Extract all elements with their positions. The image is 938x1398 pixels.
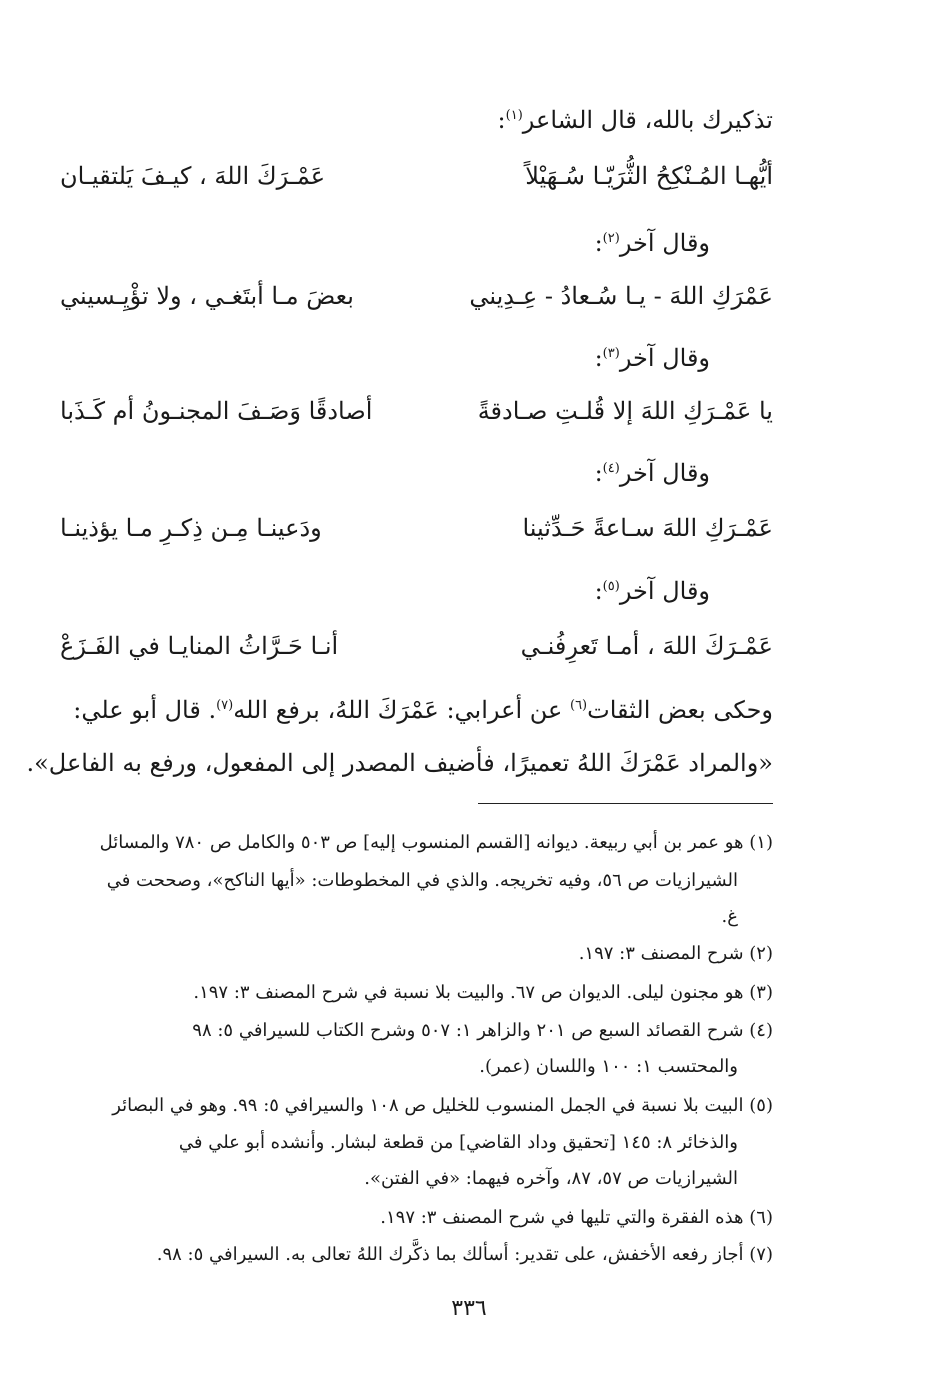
verse-3-second-hemistich: أصادقًا وَصَـفَ المجنـونُ أم كَـذَبا [60, 397, 373, 425]
footnote-separator [478, 803, 773, 804]
verse-2-first-hemistich: عَمْرَكِ اللهَ - يـا سُـعادُ - عِـدِيني [469, 282, 773, 310]
said-line-3 [595, 340, 710, 376]
paragraph-line-1 [62, 692, 773, 728]
said-text: وقال آخر [619, 459, 710, 487]
footnote-1-line-1: (١) هو عمر بن أبي ربيعة. ديوانه [القسم المنسوب إليه] ص ٥٠٣ والكامل ص ٧٨٠ والمسائل [99, 832, 773, 853]
verse-4-first-hemistich: عَمْـرَكِ اللهَ سـاعةً حَـدِّثينا [522, 514, 773, 542]
footnote-ref-2: (٢) [602, 231, 620, 246]
said-text: وقال آخر [619, 229, 710, 257]
footnote-5-line-1: (٥) البيت بلا نسبة في الجمل المنسوب للخليل ص ١٠٨ والسيرافي ٥: ٩٩. وهو في البصائر [112, 1095, 773, 1116]
footnote-4-line-2: والمحتسب ١: ١٠٠ واللسان (عمر). [479, 1056, 738, 1077]
said-line-2 [595, 225, 710, 261]
paragraph-line-2: «والمراد عَمْرَكَ اللهُ تعميرًا، فأضيف المصدر إلى المفعول، ورفع به الفاعل». [26, 749, 773, 777]
verse-5-second-hemistich: أنـا حَـرَّاثُ المنايـا في الفَـزَعْ [60, 632, 339, 660]
footnote-ref-6: (٦) [569, 698, 588, 713]
footnote-ref-1: (١) [505, 108, 523, 123]
footnote-1-line-2: الشيرازيات ص ٥٦، وفيه تخريجه. والذي في المخطوطات: «أيها الناكح»، وصححت في [106, 870, 738, 891]
said-text: وقال آخر [619, 344, 710, 372]
footnote-ref-4: (٤) [602, 461, 620, 476]
verse-1-first-hemistich: أيُّهـا المُـنْكِحُ الثُّرَيّـا سُـهَيْلاً [525, 162, 773, 190]
footnote-ref-7: (٧) [216, 698, 234, 713]
paragraph-text: عن أعرابي: عَمْرَكَ اللهُ، برفع الله [233, 696, 570, 724]
footnote-4-line-1: (٤) شرح القصائد السبع ص ٢٠١ والزاهر ١: ٥٠٧ وشرح الكتاب للسيرافي ٥: ٩٨ [192, 1020, 773, 1041]
verse-4-second-hemistich: ودَعينـا مِـن ذِكـرِ مـا يؤذينـا [60, 514, 322, 542]
said-colon: : [594, 459, 603, 487]
verse-1-second-hemistich: عَمْـرَكَ اللهَ ، كيـفَ يَلتقيـان [60, 162, 326, 190]
verse-5-first-hemistich: عَمْـرَكَ اللهَ ، أمـا تَعرِفُنـي [520, 632, 773, 660]
said-text: وقال آخر [619, 577, 710, 605]
intro-line [498, 102, 773, 138]
intro-text: تذكيرك بالله، قال الشاعر [522, 106, 773, 134]
verse-3-first-hemistich: يا عَمْـرَكِ اللهَ إلا قُلـتِ صـادقةً [477, 397, 773, 425]
footnote-1-line-3: غ. [721, 906, 738, 927]
intro-colon: : [497, 106, 506, 134]
page-number: ٣٣٦ [451, 1296, 487, 1321]
said-line-5 [595, 573, 710, 609]
paragraph-text: وحكى بعض الثقات [587, 696, 773, 724]
footnote-2: (٢) شرح المصنف ٣: ١٩٧. [578, 943, 773, 964]
footnote-7: (٧) أجاز رفعه الأخفش، على تقدير: أسألك بما ذكَّرك اللهُ تعالى به. السيرافي ٥: ٩٨. [156, 1244, 773, 1265]
footnote-3: (٣) هو مجنون ليلى. الديوان ص ٦٧. والبيت بلا نسبة في شرح المصنف ٣: ١٩٧. [193, 982, 773, 1003]
said-line-4 [595, 455, 710, 491]
verse-2-second-hemistich: بعضَ مـا أبتَغـي ، ولا تؤْيِـسيني [60, 282, 354, 310]
said-colon: : [594, 577, 603, 605]
said-colon: : [594, 344, 603, 372]
footnote-6: (٦) هذه الفقرة والتي تليها في شرح المصنف ٣: ١٩٧. [380, 1207, 773, 1228]
paragraph-text: . قال أبو علي: [73, 696, 217, 724]
footnote-5-line-2: والذخائر ٨: ١٤٥ [تحقيق وداد القاضي] من قطعة لبشار. وأنشده أبو علي في [178, 1132, 738, 1153]
footnote-5-line-3: الشيرازيات ص ٥٧، ٨٧، وآخره فيهما: «في الفتن». [364, 1168, 738, 1189]
said-colon: : [594, 229, 603, 257]
footnote-ref-3: (٣) [602, 346, 620, 361]
footnote-ref-5: (٥) [602, 579, 620, 594]
